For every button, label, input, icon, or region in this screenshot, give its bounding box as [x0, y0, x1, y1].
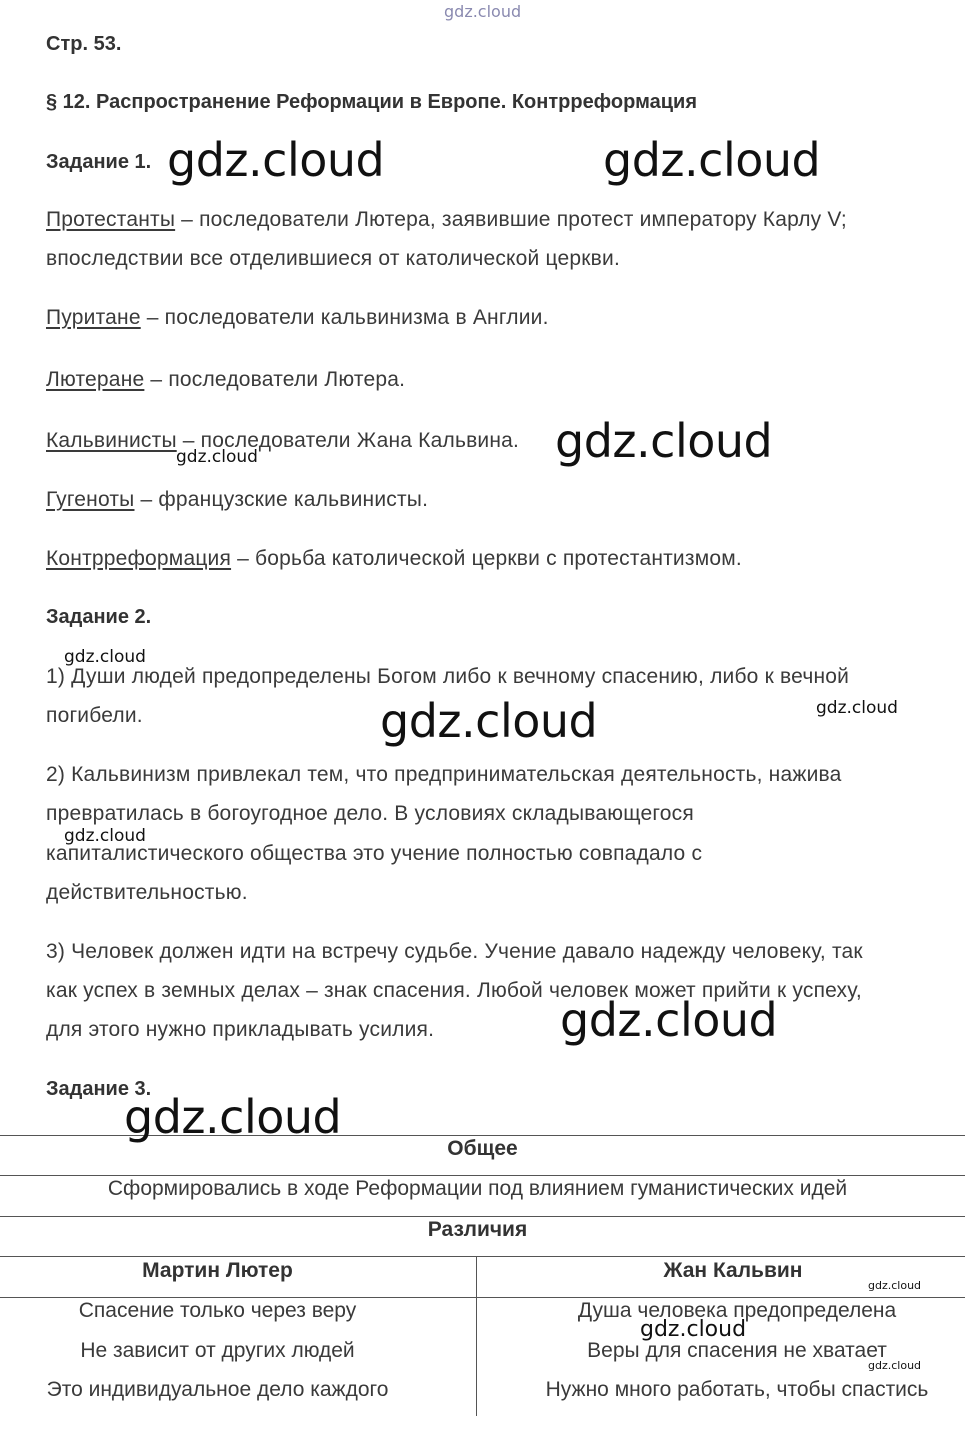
watermark: gdz.cloud: [560, 993, 778, 1047]
watermark: gdz.cloud: [64, 647, 146, 667]
page-reference: Стр. 53.: [46, 33, 122, 55]
watermark: gdz.cloud: [167, 133, 385, 187]
term-counter-reformation: Контрреформация: [46, 547, 232, 570]
term-puritans: Пуритане: [46, 306, 141, 329]
answer3-line1: 3) Человек должен идти на встречу судьбе. Учение давало надежду человеку, так: [46, 940, 863, 963]
definition-text: – французские кальвинисты.: [134, 488, 429, 511]
definition-puritans: [46, 306, 549, 330]
section-heading: § 12. Распространение Реформации в Европе. Контрреформация: [46, 91, 698, 113]
watermark: gdz.cloud: [868, 1279, 922, 1292]
definition-text: – последователи Лютера, заявившие протест императору Карлу V;: [175, 208, 847, 231]
answer2-line1: 2) Кальвинизм привлекал тем, что предпринимательская деятельность, нажива: [46, 763, 842, 786]
common-text: Сформировались в ходе Реформации под влиянием гуманистических идей: [107, 1177, 848, 1200]
answer1-line1: 1) Души людей предопределены Богом либо к вечному спасению, либо к вечной: [46, 665, 850, 688]
calvin-row: Нужно много работать, чтобы спастись: [545, 1378, 929, 1401]
table-border: [0, 1175, 965, 1176]
definition-lutherans: [46, 368, 405, 392]
table-border: [0, 1297, 965, 1298]
differences-header: Различия: [427, 1218, 528, 1241]
calvin-row: Душа человека предопределена: [577, 1299, 897, 1322]
watermark: gdz.cloud: [176, 447, 258, 467]
definition-calvinists: [46, 429, 519, 453]
watermark: gdz.cloud: [124, 1090, 342, 1144]
answer3-line2: как успех в земных делах – знак спасения. Любой человек может прийти к успеху,: [46, 979, 862, 1002]
term-protestants: Протестанты: [46, 208, 176, 231]
luther-header: Мартин Лютер: [142, 1259, 293, 1282]
common-header: Общее: [447, 1137, 518, 1160]
definition-text: – последователи кальвинизма в Англии.: [140, 306, 549, 329]
luther-row: Спасение только через веру: [78, 1299, 357, 1322]
term-calvinists: Кальвинисты: [46, 429, 177, 452]
answer2-line3: капиталистического общества это учение полностью совпадало с: [46, 842, 703, 865]
watermark: gdz.cloud: [603, 133, 821, 187]
watermark: gdz.cloud: [555, 414, 773, 468]
definition-text: – последователи Жана Кальвина.: [176, 429, 520, 452]
table-border: [0, 1216, 965, 1217]
answer2-line4: действительностью.: [46, 881, 248, 904]
answer2-line2: превратилась в богоугодное дело. В условиях складывающегося: [46, 802, 694, 825]
task3-title: Задание 3.: [46, 1078, 152, 1100]
luther-row: Не зависит от других людей: [80, 1339, 355, 1362]
task2-title: Задание 2.: [46, 606, 152, 628]
watermark: gdz.cloud: [64, 826, 146, 846]
table-border: [0, 1256, 965, 1257]
term-lutherans: Лютеране: [46, 368, 145, 391]
watermark: gdz.cloud: [816, 698, 898, 718]
definition-counter-reformation: [46, 547, 742, 571]
watermark: gdz.cloud: [868, 1359, 922, 1372]
answer1-line2: погибели.: [46, 704, 143, 727]
luther-row: Это индивидуальное дело каждого: [46, 1378, 389, 1401]
answer3-line3: для этого нужно прикладывать усилия.: [46, 1018, 435, 1041]
definition-protestants-line2: впоследствии все отделившиеся от католической церкви.: [46, 247, 620, 270]
watermark-top: gdz.cloud: [444, 2, 522, 21]
calvin-header: Жан Кальвин: [663, 1259, 803, 1282]
definition-text: – последователи Лютера.: [144, 368, 406, 391]
watermark: gdz.cloud: [380, 694, 598, 748]
term-huguenots: Гугеноты: [46, 488, 135, 511]
definition-huguenots: [46, 488, 428, 512]
definition-text: – борьба католической церкви с протестантизмом.: [231, 547, 742, 570]
definition-protestants: [46, 208, 847, 232]
watermark: gdz.cloud: [640, 1317, 747, 1342]
task1-title: Задание 1.: [46, 151, 152, 173]
calvin-row: Веры для спасения не хватает: [587, 1339, 887, 1362]
